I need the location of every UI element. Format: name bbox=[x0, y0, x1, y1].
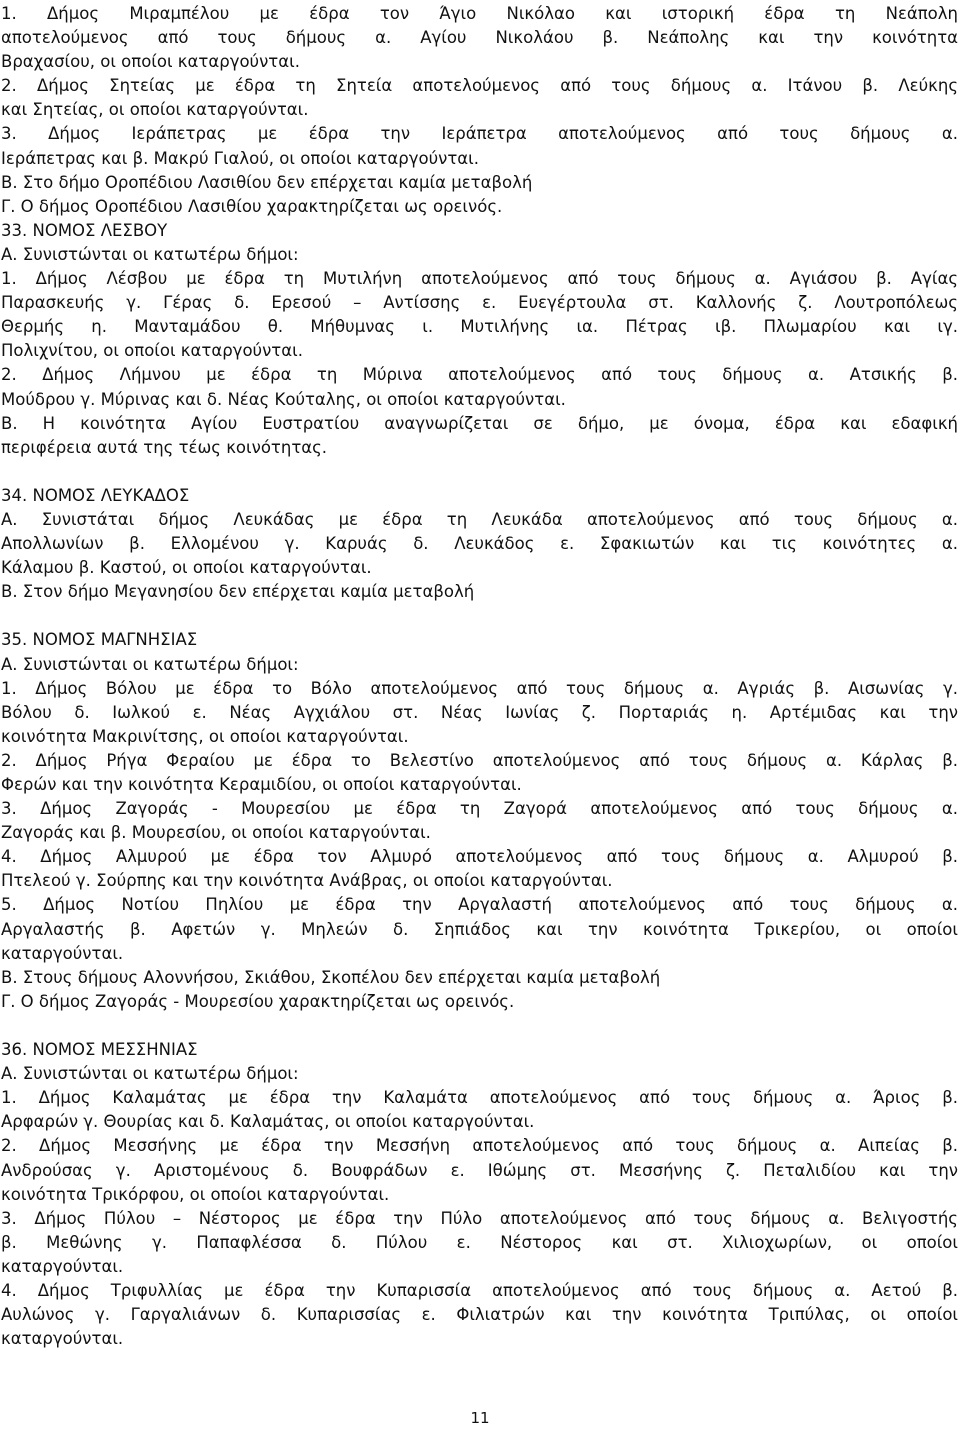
blank-line bbox=[0, 604, 958, 628]
text-line: 34. ΝΟΜΟΣ ΛΕΥΚΑΔΟΣ bbox=[1, 485, 190, 505]
text-line: 33. ΝΟΜΟΣ ΛΕΣΒΟΥ bbox=[1, 220, 168, 240]
text-line: Α. Συνιστάται δήμος Λευκάδας με έδρα τη Λευκάδα αποτελούμενος από τους δήμους α. bbox=[1, 509, 958, 529]
text-line: Α. Συνιστώνται οι κατωτέρω δήμοι: bbox=[1, 244, 299, 264]
text-line: 2. Δήμος Ρήγα Φεραίου με έδρα το Βελεστίνο αποτελούμενος από τους δήμους α. Κάρλας β. bbox=[1, 750, 958, 770]
text-line: Ζαγοράς και β. Μουρεσίου, οι οποίοι καταργούνται. bbox=[1, 823, 431, 843]
text-line: 35. ΝΟΜΟΣ ΜΑΓΝΗΣΙΑΣ bbox=[1, 630, 198, 650]
text-line: Αυλώνος γ. Γαργαλιάνων δ. Κυπαρισσίας ε. Φιλιατρών και την κοινότητα Τριπύλας, οι οποίοι bbox=[1, 1305, 958, 1325]
blank-line bbox=[0, 460, 958, 484]
blank-line bbox=[0, 1014, 958, 1038]
text-line: 4. Δήμος Αλμυρού με έδρα τον Αλμυρό αποτελούμενος από τους δήμους α. Αλμυρού β. bbox=[1, 847, 958, 867]
text-line: Φερών και την κοινότητα Κεραμιδίου, οι οποίοι καταργούνται. bbox=[1, 775, 522, 794]
text-line: Βόλου δ. Ιωλκού ε. Νέας Αγχιάλου στ. Νέας Ιωνίας ζ. Πορταριάς η. Αρτέμιδας και την bbox=[1, 702, 958, 722]
text-line: 4. Δήμος Τριφυλλίας με έδρα την Κυπαρισσία αποτελούμενος από τους δήμους α. Αετού β. bbox=[1, 1280, 958, 1300]
text-line: 3. Δήμος Ιεράπετρας με έδρα την Ιεράπετρα αποτελούμενος από τους δήμους α. bbox=[1, 124, 958, 144]
text-line: Α. Συνιστώνται οι κατωτέρω δήμοι: bbox=[1, 654, 299, 674]
text-line: Α. Συνιστώνται οι κατωτέρω δήμοι: bbox=[1, 1064, 299, 1084]
text-line: 1. Δήμος Βόλου με έδρα το Βόλο αποτελούμενος από τους δήμους α. Αγριάς β. Αισωνίας γ. bbox=[1, 678, 958, 698]
text-line: Β. Στο δήμο Οροπέδιου Λασιθίου δεν επέρχεται καμία μεταβολή bbox=[1, 172, 533, 192]
text-line: 3. Δήμος Ζαγοράς - Μουρεσίου με έδρα τη Ζαγορά αποτελούμενος από τους δήμους α. bbox=[1, 799, 958, 819]
text-line: Παρασκευής γ. Γέρας δ. Ερεσού – Αντίσσης ε. Ευεγέρτουλα στ. Καλλονής ζ. Λουτροπόλεως bbox=[1, 293, 958, 313]
text-line: και Σητείας, οι οποίοι καταργούνται. bbox=[1, 100, 309, 120]
text-line: β. Μεθώνης γ. Παπαφλέσσα δ. Πύλου ε. Νέστορος και στ. Χιλιοχωρίων, οι οποίοι bbox=[1, 1232, 958, 1252]
text-line: Αρφαρών γ. Θουρίας και δ. Καλαμάτας, οι οποίοι καταργούνται. bbox=[1, 1112, 535, 1132]
text-line: Γ. Ο δήμος Οροπέδιου Λασιθίου χαρακτηρίζεται ως ορεινός. bbox=[1, 196, 503, 216]
text-line: 2. Δήμος Μεσσήνης με έδρα την Μεσσήνη αποτελούμενος από τους δήμους α. Αιπείας β. bbox=[1, 1136, 958, 1156]
text-line: Ιεράπετρας και β. Μακρύ Γιαλού, οι οποίοι καταργούνται. bbox=[1, 148, 480, 168]
text-line: Β. Στον δήμο Μεγανησίου δεν επέρχεται καμία μεταβολή bbox=[1, 582, 475, 602]
text-line: 36. ΝΟΜΟΣ ΜΕΣΣΗΝΙΑΣ bbox=[1, 1040, 198, 1060]
text-line: Β. Στους δήμους Αλοννήσου, Σκιάθου, Σκοπέλου δεν επέρχεται καμία μεταβολή bbox=[1, 967, 661, 987]
text-line: 1. Δήμος Μιραμπέλου με έδρα τον Άγιο Νικόλαο και ιστορική έδρα τη Νεάπολη bbox=[1, 4, 958, 23]
page-number: 11 bbox=[470, 1409, 490, 1427]
text-line: 5. Δήμος Νοτίου Πηλίου με έδρα την Αργαλαστή αποτελούμενος από τους δήμους α. bbox=[1, 895, 958, 915]
text-line: καταργούνται. bbox=[1, 1256, 124, 1276]
text-line: κοινότητα Μακρινίτσης, οι οποίοι καταργούνται. bbox=[1, 726, 409, 746]
text-line: 2. Δήμος Σητείας με έδρα τη Σητεία αποτελούμενος από τους δήμους α. Ιτάνου β. Λεύκης bbox=[1, 76, 958, 96]
text-line: Β. Η κοινότητα Αγίου Ευστρατίου αναγνωρίζεται σε δήμο, με όνομα, έδρα και εδαφική bbox=[1, 413, 958, 433]
text-line: αποτελούμενος από τους δήμους α. Αγίου Νικολάου β. Νεάπολης και την κοινότητα bbox=[1, 28, 958, 48]
text-line: Πολιχνίτου, οι οποίοι καταργούνται. bbox=[1, 341, 303, 361]
text-line: καταργούνται. bbox=[1, 943, 124, 963]
text-line: περιφέρεια αυτά της τέως κοινότητας. bbox=[1, 437, 328, 457]
text-line: καταργούνται. bbox=[1, 1329, 124, 1349]
text-line: 2. Δήμος Λήμνου με έδρα τη Μύρινα αποτελούμενος από τους δήμους α. Ατσικής β. bbox=[1, 365, 958, 385]
text-line: 1. Δήμος Λέσβου με έδρα τη Μυτιλήνη αποτελούμενος από τους δήμους α. Αγιάσου β. Αγίας bbox=[1, 269, 958, 289]
text-line: Μούδρου γ. Μύρινας και δ. Νέας Κούταλης, οι οποίοι καταργούνται. bbox=[1, 389, 566, 409]
text-line: Βραχασίου, οι οποίοι καταργούνται. bbox=[1, 52, 300, 72]
text-line: 3. Δήμος Πύλου – Νέστορος με έδρα την Πύλο αποτελούμενος από τους δήμους α. Βελιγοστής bbox=[1, 1208, 958, 1228]
text-line: 1. Δήμος Καλαμάτας με έδρα την Καλαμάτα αποτελούμενος από τους δήμους α. Άριος β. bbox=[1, 1088, 958, 1108]
document-body bbox=[0, 2, 958, 1351]
text-line: Πτελεού γ. Σούρπης και την κοινότητα Ανάβρας, οι οποίοι καταργούνται. bbox=[1, 871, 613, 891]
text-line: Γ. Ο δήμος Ζαγοράς - Μουρεσίου χαρακτηρίζεται ως ορεινός. bbox=[1, 991, 515, 1011]
text-line: Απολλωνίων β. Ελλομένου γ. Καρυάς δ. Λευκάδος ε. Σφακιωτών και τις κοινότητες α. bbox=[1, 534, 958, 554]
text-line: Κάλαμου β. Καστού, οι οποίοι καταργούνται. bbox=[1, 558, 372, 578]
text-line: κοινότητα Τρικόρφου, οι οποίοι καταργούνται. bbox=[1, 1184, 390, 1204]
text-line: Θερμής η. Μανταμάδου θ. Μήθυμνας ι. Μυτιλήνης ια. Πέτρας ιβ. Πλωμαρίου και ιγ. bbox=[1, 317, 958, 337]
text-line: Ανδρούσας γ. Αριστομένους δ. Βουφράδων ε. Ιθώμης στ. Μεσσήνης ζ. Πεταλιδίου και την bbox=[1, 1160, 958, 1180]
text-line: Αργαλαστής β. Αφετών γ. Μηλεών δ. Σηπιάδος και την κοινότητα Τρικερίου, οι οποίοι bbox=[1, 919, 958, 939]
